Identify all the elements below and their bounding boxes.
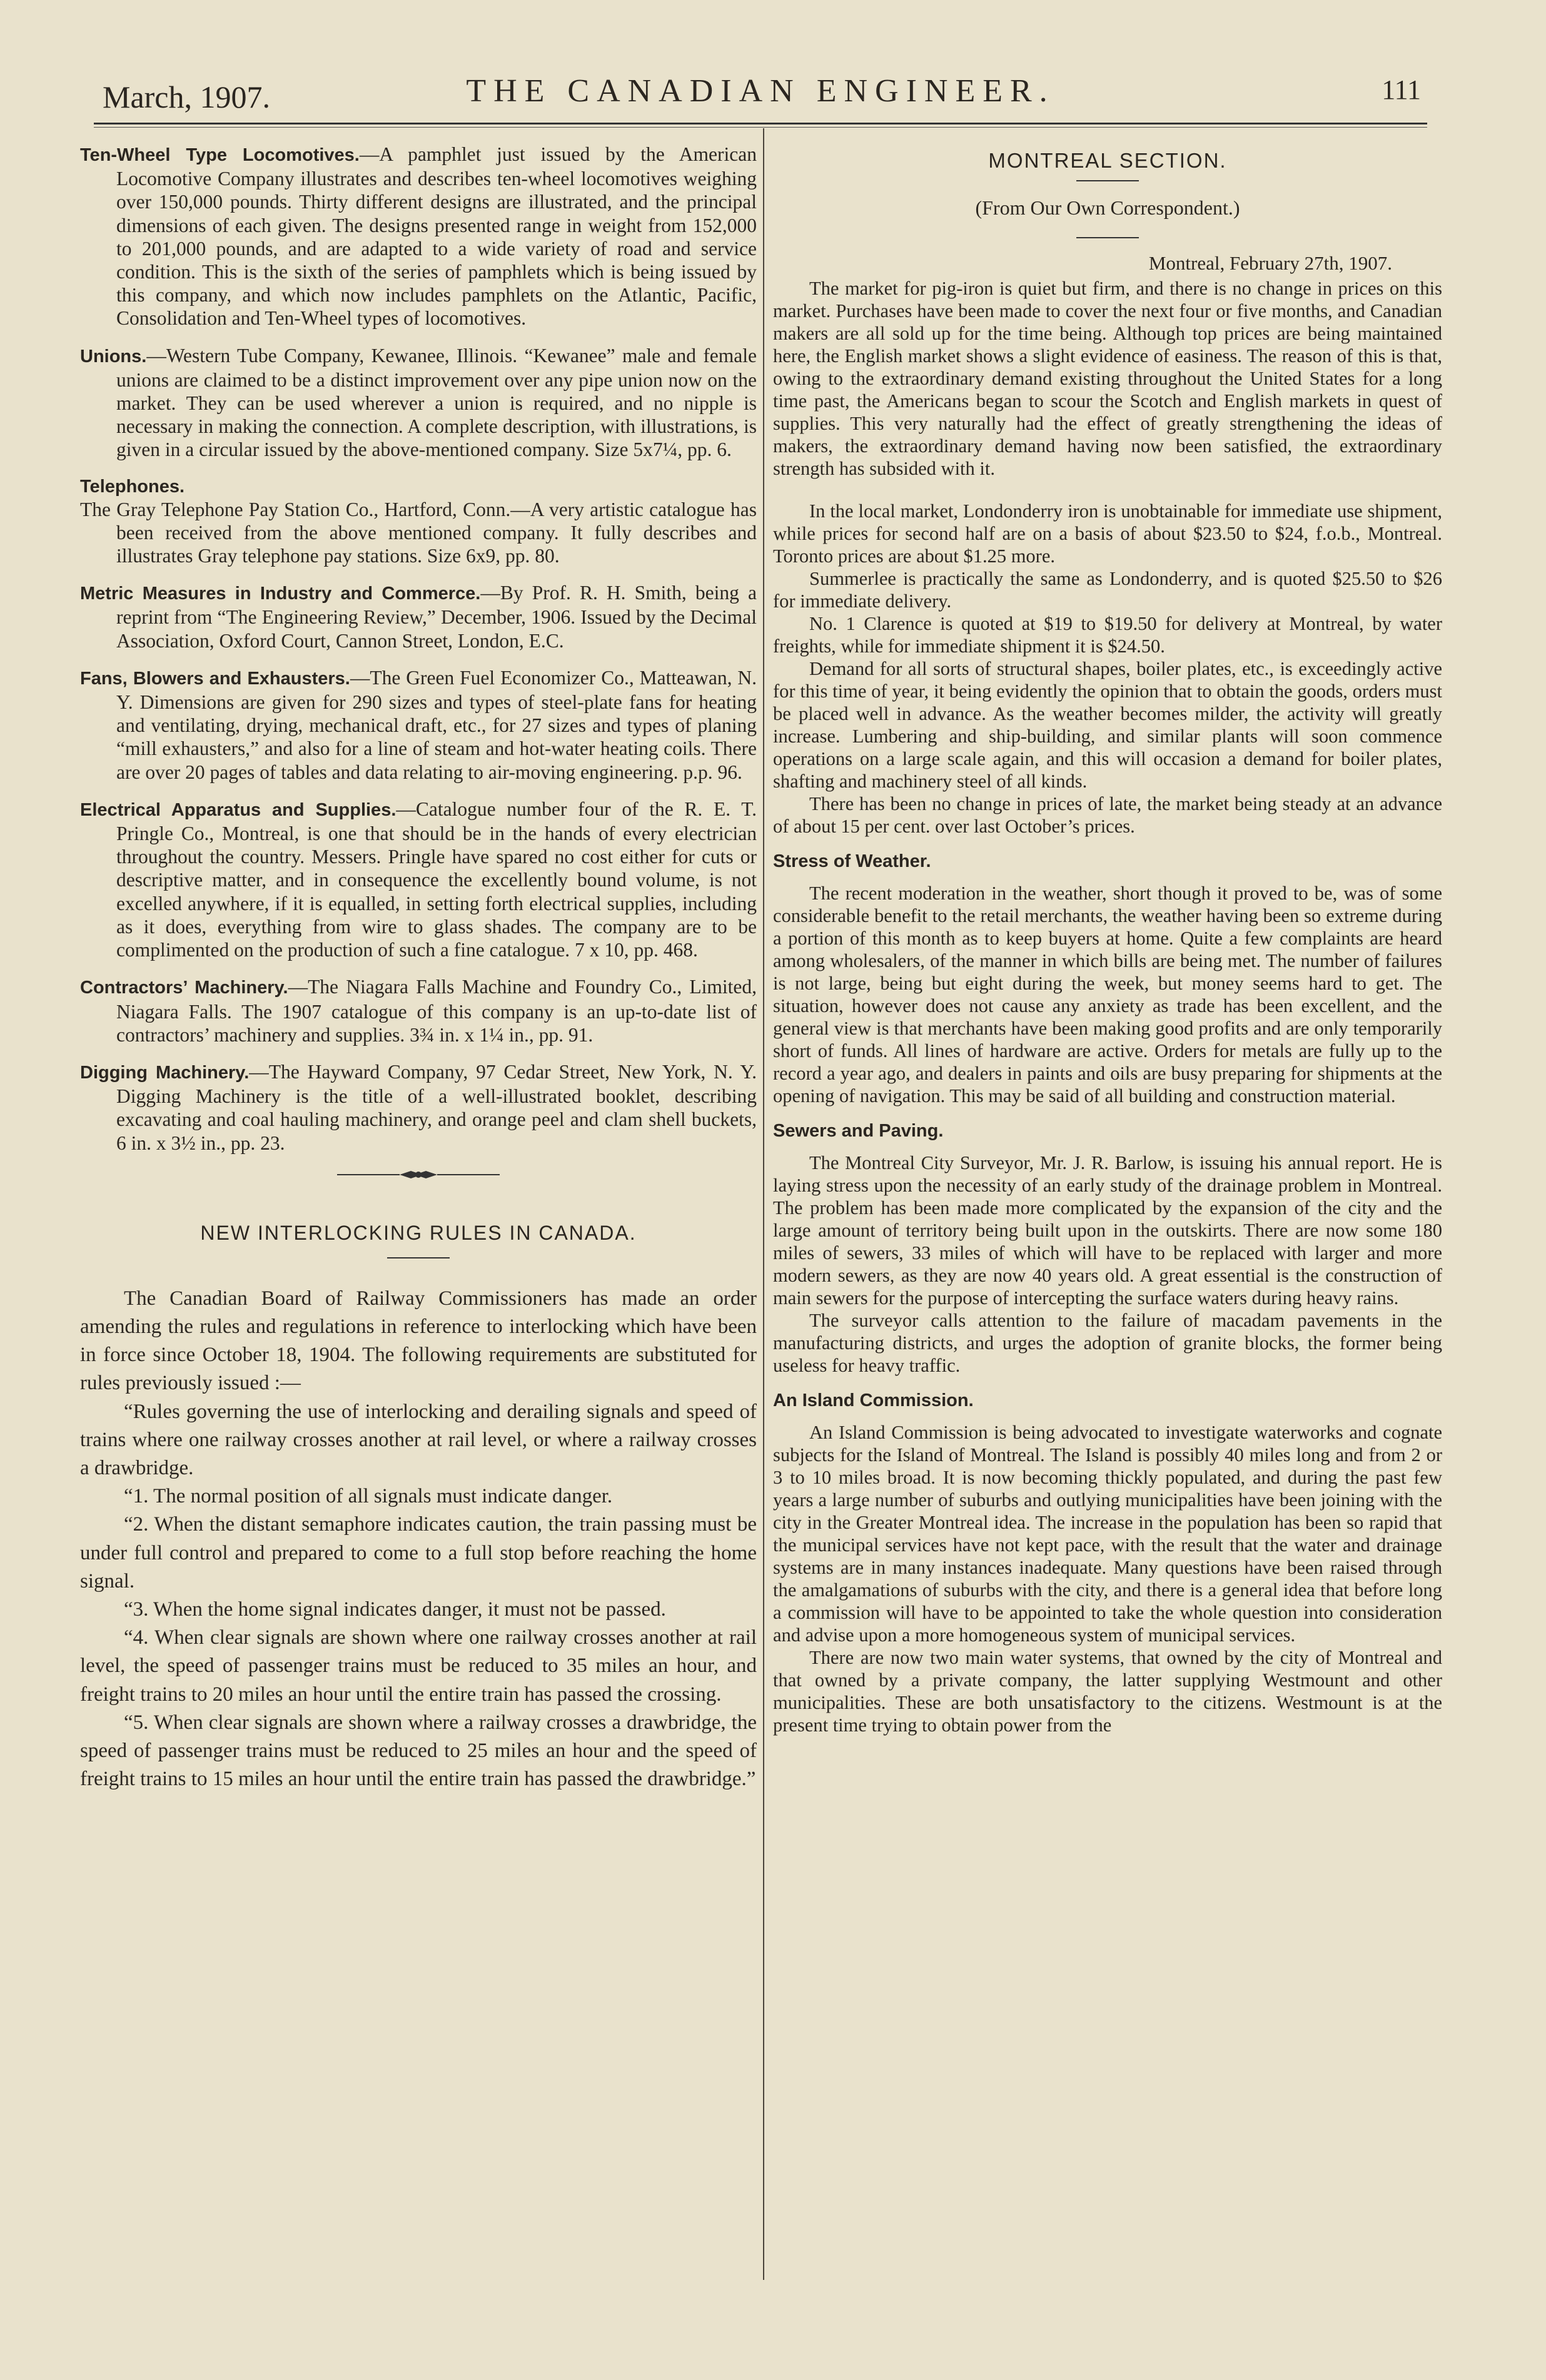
title-rule: [1076, 180, 1139, 181]
catalogue-entry: [80, 344, 757, 462]
montreal-paragraph: There has been no change in prices of late, the market being steady at an advance of about 15 per cent. over last October’s prices.: [773, 793, 1442, 837]
page-header: [100, 69, 1421, 125]
entry-text: —The Niagara Falls Machine and Foundry Co., Limited, Niagara Falls. The 1907 catalogue of this company is an up-to-date list of contractors’ machinery and supplies. 3¾ in. x 1¼ in., pp. 91.: [116, 976, 757, 1046]
entry-text: —A pamphlet just issued by the American Locomotive Company illustrates and describes ten-wheel locomotives weighing over 150,000 pounds. Thirty different designs are illustrated, and the principal dimensions of each given. The designs presented range in weight from 152,000 to 201,000 pounds, and are adapted to a wide variety of road and service condition. This is the sixth of the series of pamphlets which is being issued by this company, and which now includes pamphlets on the Atlantic, Pacific, Consolidation and Ten-Wheel types of locomotives.: [116, 143, 757, 330]
island-heading: An Island Commission.: [773, 1390, 974, 1410]
sewers-paragraph: The Montreal City Surveyor, Mr. J. R. Barlow, is issuing his annual report. He is laying stress upon the necessity of an early study of the drainage problem in Montreal. The problem has been made more complicated by the expansion of the city and the large amount of territory being built upon in the outskirts. There are now some 180 miles of sewers, 33 miles of which will have to be replaced with larger and more modern sewers, as they are now 40 years old. A great essential is the construction of main sewers for the purpose of intercepting the surface waters during heavy rains.: [773, 1152, 1442, 1309]
entry-text: —The Green Fuel Economizer Co., Matteawan, N. Y. Dimensions are given for 290 sizes and types of steel-plate fans for heating and ventilating, drying, mechanical draft, etc., for 27 sizes and types of planing “mill exhausters,” and also for a line of steam and hot-water heating coils. There are over 20 pages of tables and data relating to air-moving engineering. p.p. 96.: [116, 666, 757, 783]
entry-heading: Digging Machinery.: [80, 1062, 250, 1083]
interlocking-paragraph: “Rules governing the use of interlocking and derailing signals and speed of trains where one railway crosses another at rail level, or where a railway crosses a drawbridge.: [80, 1400, 757, 1479]
telephones-entry: The Gray Telephone Pay Station Co., Hartford, Conn.—A very artistic catalogue has been received from the above mentioned company. It fully describes and illustrates Gray telephone pay stations. Size 6x9, pp. 80.: [80, 498, 757, 567]
section-ornament: [80, 1168, 757, 1184]
entry-text: —Western Tube Company, Kewanee, Illinois. “Kewanee” male and female unions are claimed to be a distinct improvement over any pipe union now on the market. They can be used wherever a union is required, and no nipple is necessary in making the connection. A complete description, with illustrations, is given in a circular issued by the above-mentioned company. Size 5x7¼, pp. 6.: [116, 344, 757, 461]
entry-heading: Electrical Apparatus and Supplies.: [80, 799, 397, 820]
left-column: [80, 143, 757, 1793]
montreal-subtitle: (From Our Own Correspondent.): [975, 196, 1240, 219]
header-page-number: 111: [1382, 74, 1421, 105]
catalogue-entry: [80, 666, 757, 784]
interlocking-paragraph: “4. When clear signals are shown where one railway crosses another at rail level, the speed of passenger trains must be reduced to 35 miles an hour, and freight trains to 20 miles an hour until the entire train has passed the crossing.: [80, 1626, 757, 1706]
interlocking-paragraph: “1. The normal position of all signals must indicate danger.: [124, 1485, 613, 1508]
sewers-heading: Sewers and Paving.: [773, 1121, 944, 1141]
montreal-paragraph: Summerlee is practically the same as Londonderry, and is quoted $25.50 to $26 for immediate delivery.: [773, 568, 1442, 612]
subtitle-rule: [1076, 237, 1139, 238]
entry-text: —By Prof. R. H. Smith, being a reprint from “The Engineering Review,” December, 1906. Issued by the Decimal Association, Oxford Court, Cannon Street, London, E.C.: [116, 582, 757, 652]
entry-heading: Fans, Blowers and Exhausters.: [80, 668, 350, 689]
catalogue-entry: [80, 1060, 757, 1155]
montreal-paragraph: Demand for all sorts of structural shapes, boiler plates, etc., is exceedingly active for this time of year, it being evidently the opinion that to obtain the goods, orders must be placed well in advance. As the weather becomes milder, the activity will greatly increase. Lumbering and ship-building, and similar plants will soon commence operations on a large scale again, and this will occasion a demand for boiler plates, shafting and machinery steel of all kinds.: [773, 658, 1442, 792]
interlocking-paragraph: “2. When the distant semaphore indicates caution, the train passing must be under full control and prepared to come to a full stop before reaching the home signal.: [80, 1513, 757, 1593]
stress-heading: Stress of Weather.: [773, 851, 931, 871]
montreal-dateline: Montreal, February 27th, 1907.: [1148, 252, 1392, 274]
entry-heading: Unions.: [80, 346, 147, 367]
entry-text: —The Hayward Company, 97 Cedar Street, New York, N. Y. Digging Machinery is the title of a well-illustrated booklet, describing excavating and coal hauling machinery, and orange peel and clam shell buckets, 6 in. x 3½ in., pp. 23.: [116, 1060, 757, 1154]
catalogue-entry: [80, 798, 757, 961]
catalogue-entry: [80, 975, 757, 1046]
interlocking-paragraph: “3. When the home signal indicates danger, it must not be passed.: [124, 1598, 666, 1621]
interlocking-paragraph: The Canadian Board of Railway Commissioners has made an order amending the rules and regulations in reference to interlocking which have been in force since October 18, 1904. The following requirements are substituted for rules previously issued :—: [80, 1287, 757, 1395]
montreal-title: MONTREAL SECTION.: [988, 149, 1227, 172]
sewers-paragraph: The surveyor calls attention to the failure of macadam pavements in the manufacturing districts, and urges the adoption of granite blocks, the former being useless for heavy traffic.: [773, 1310, 1442, 1376]
entry-heading: Contractors’ Machinery.: [80, 978, 288, 998]
entry-text: —Catalogue number four of the R. E. T. Pringle Co., Montreal, is one that should be in the hands of every electrician throughout the country. Messers. Pringle have spared no cost either for cuts or descriptive matter, and in consequence the excellently bound volume, is not excelled anywhere, if it is equalled, in setting forth electrical supplies, including as it does, everything from wire to glass shades. The company are to be complimented on the production of such a fine catalogue. 7 x 10, pp. 468.: [116, 798, 757, 961]
interlocking-title: NEW INTERLOCKING RULES IN CANADA.: [200, 1221, 637, 1244]
montreal-paragraph: No. 1 Clarence is quoted at $19 to $19.50 for delivery at Montreal, by water freights, while for immediate shipment it is $24.50.: [773, 613, 1442, 657]
title-rule: [387, 1257, 450, 1258]
header-title: THE CANADIAN ENGINEER.: [466, 73, 1055, 109]
column-divider: [763, 128, 764, 2280]
telephones-heading: Telephones.: [80, 476, 185, 497]
catalogue-entry: [80, 581, 757, 652]
catalogue-entry: [80, 143, 757, 330]
right-column: [773, 143, 1442, 1736]
header-rule: [94, 123, 1427, 124]
header-rule-thin: [94, 127, 1427, 128]
header-date: March, 1907.: [103, 79, 270, 114]
island-paragraph: An Island Commission is being advocated to investigate waterworks and cognate subjects for the Island of Montreal. The Island is possibly 40 miles long and from 2 or 3 to 10 miles broad. It is now becoming thickly populated, and during the past few years a large number of suburbs and outlying municipalities have been joining with the city in the Greater Montreal idea. The increase in the population has been so rapid that the municipal services have not kept pace, with the result that the water and drainage systems are in many instances inadequate. Many questions have been raised through the amalgamations of suburbs with the city, and there is a general idea that before long a commission will have to be appointed to take the whole question into consideration and advise upon a more homogeneous system of municipal services.: [773, 1422, 1442, 1646]
interlocking-paragraph: “5. When clear signals are shown where a railway crosses a drawbridge, the speed of passenger trains must be reduced to 25 miles an hour and the speed of freight trains to 15 miles an hour until the entire train has passed the drawbridge.”: [80, 1711, 757, 1791]
stress-paragraph: The recent moderation in the weather, short though it proved to be, was of some considerable benefit to the retail merchants, the weather having been so extreme during a portion of this month as to keep buyers at home. Quite a few complaints are heard among wholesalers, of the manner in which bills are being met. The number of failures is not large, being but eight during the week, but money seems hard to get. The situation, however does not cause any anxiety as trade has been excellent, and the general view is that merchants have been making good profits and are only temporarily short of funds. All lines of hardware are active. Orders for metals are fully up to the record a year ago, and dealers in paints and oils are busy preparing for shipments at the opening of navigation. This may be said of all building and construction material.: [773, 883, 1442, 1106]
entry-heading: Ten-Wheel Type Locomotives.: [80, 145, 360, 165]
montreal-paragraph: In the local market, Londonderry iron is unobtainable for immediate use shipment, while prices for second half are on a basis of about $23.50 to $24, f.o.b., Montreal. Toronto prices are about $1.25 more.: [773, 500, 1442, 567]
entry-heading: Metric Measures in Industry and Commerce.: [80, 584, 481, 604]
island-paragraph: There are now two main water systems, that owned by the city of Montreal and that owned by a private company, the latter supplying Westmount and other municipalities. These are both unsatisfactory to the citizens. Westmount is at the present time trying to obtain power from the: [773, 1647, 1442, 1736]
montreal-paragraph: The market for pig-iron is quiet but firm, and there is no change in prices on this market. Purchases have been made to cover the next four or five months, and Canadian makers are all sold up for the time being. Although top prices are being maintained here, the English market shows a slight evidence of easiness. The reason of this is that, owing to the extraordinary demand existing throughout the United States for a long time past, the Americans began to scour the Scotch and English markets in quest of supplies. This very naturally had the effect of greatly strengthening the ideas of makers, the extraordinary demand having now been satisfied, the extraordinary strength has subsided with it.: [773, 278, 1442, 479]
